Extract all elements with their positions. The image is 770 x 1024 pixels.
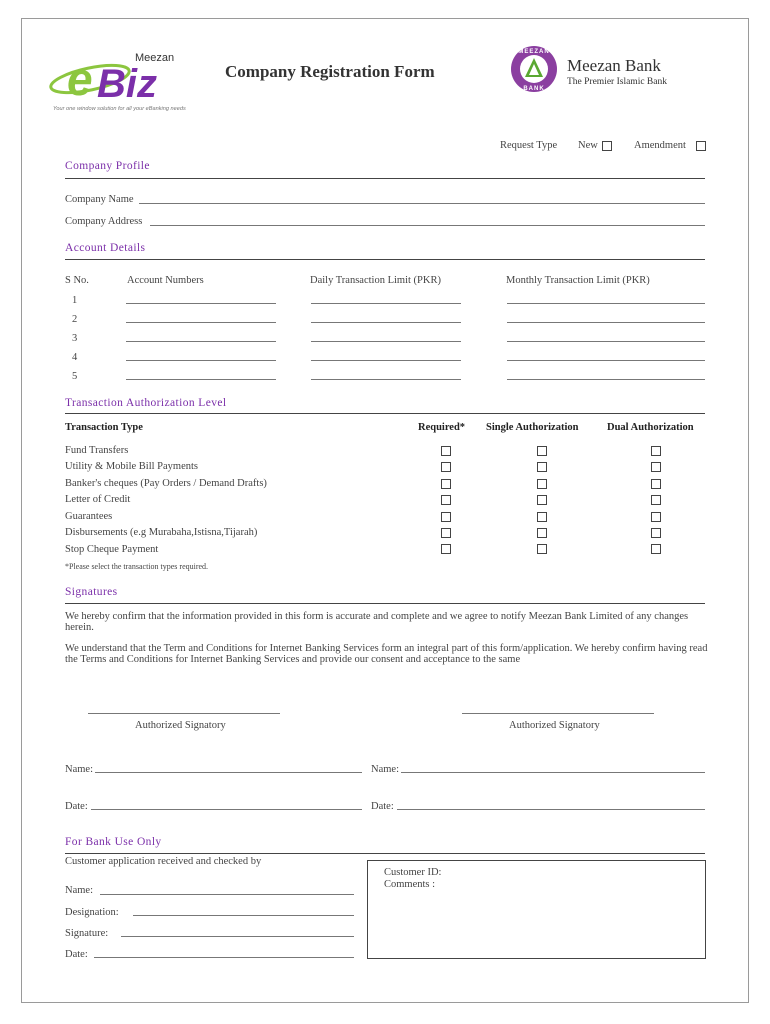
request-new-label: New [578,140,598,151]
bank-use-name-label: Name: [65,885,93,896]
signatory-2-date-label: Date: [371,801,394,812]
account-col-daily-limit: Daily Transaction Limit (PKR) [310,275,441,286]
required-checkbox[interactable] [441,495,451,505]
signatory-line-2[interactable] [462,713,654,714]
single-auth-checkbox[interactable] [537,446,547,456]
account-row-number: 3 [72,333,78,344]
section-rule [65,603,705,604]
required-checkbox[interactable] [441,462,451,472]
transaction-type-label: Disbursements (e.g Murabaha,Istisna,Tijarah) [65,527,258,538]
emblem-top-text: MEEZAN [518,49,550,55]
account-details-heading: Account Details [65,242,146,254]
bank-use-date-label: Date: [65,949,88,960]
transaction-type-label: Fund Transfers [65,445,129,456]
emblem-bottom-text: BANK [523,86,545,92]
required-checkbox[interactable] [441,512,451,522]
required-checkbox[interactable] [441,479,451,489]
account-number-field[interactable] [126,360,276,361]
signatory-2-date-field[interactable] [397,809,705,810]
transaction-type-label: Banker's cheques (Pay Orders / Demand Drafts) [65,478,267,489]
ebiz-tagline: Your one window solution for all your eBanking needs [53,106,186,112]
signatory-1-date-label: Date: [65,801,88,812]
required-checkbox[interactable] [441,446,451,456]
single-auth-checkbox[interactable] [537,495,547,505]
bank-tagline: The Premier Islamic Bank [567,77,667,87]
signatory-2-name-field[interactable] [401,772,705,773]
dual-auth-checkbox[interactable] [651,495,661,505]
request-type-label: Request Type [500,140,558,151]
daily-limit-field[interactable] [311,322,461,323]
form-title: Company Registration Form [225,62,435,81]
dual-auth-checkbox[interactable] [651,512,661,522]
required-checkbox[interactable] [441,528,451,538]
monthly-limit-field[interactable] [507,341,705,342]
bank-use-heading: For Bank Use Only [65,836,162,848]
svg-text:Biz: Biz [97,62,157,106]
signatory-1-date-field[interactable] [91,809,362,810]
company-address-field[interactable] [150,225,705,226]
transaction-type-label: Stop Cheque Payment [65,544,159,555]
ebiz-brand-text: Meezan [135,52,175,64]
account-number-field[interactable] [126,322,276,323]
section-rule [65,259,705,260]
section-rule [65,853,705,854]
required-checkbox[interactable] [441,544,451,554]
single-auth-checkbox[interactable] [537,462,547,472]
monthly-limit-field[interactable] [507,379,705,380]
bank-use-signature-field[interactable] [121,936,354,937]
signatory-2-name-label: Name: [371,764,399,775]
monthly-limit-field[interactable] [507,322,705,323]
dual-auth-checkbox[interactable] [651,544,661,554]
company-name-label: Company Name [65,194,134,205]
auth-col-required: Required* [418,422,466,433]
account-col-monthly-limit: Monthly Transaction Limit (PKR) [506,275,650,286]
daily-limit-field[interactable] [311,341,461,342]
dual-auth-checkbox[interactable] [651,528,661,538]
auth-col-dual: Dual Authorization [607,422,694,433]
request-amendment-label: Amendment [634,140,686,151]
dual-auth-checkbox[interactable] [651,462,661,472]
daily-limit-field[interactable] [311,360,461,361]
bank-use-designation-label: Designation: [65,907,119,918]
dual-auth-checkbox[interactable] [651,479,661,489]
signatory-line-1[interactable] [88,713,280,714]
account-number-field[interactable] [126,303,276,304]
account-number-field[interactable] [126,341,276,342]
transaction-type-label: Letter of Credit [65,494,131,505]
company-name-field[interactable] [139,203,705,204]
single-auth-checkbox[interactable] [537,528,547,538]
signatory-1-name-field[interactable] [95,772,362,773]
transaction-type-label: Utility & Mobile Bill Payments [65,461,199,472]
section-rule [65,413,705,414]
single-auth-checkbox[interactable] [537,512,547,522]
signatures-heading: Signatures [65,586,118,598]
account-col-sno: S No. [65,275,89,286]
single-auth-checkbox[interactable] [537,544,547,554]
bank-use-signature-label: Signature: [65,928,109,939]
account-col-numbers: Account Numbers [127,275,204,286]
bank-use-date-field[interactable] [94,957,354,958]
bank-use-designation-field[interactable] [133,915,354,916]
account-row-number: 4 [72,352,78,363]
bank-name: Meezan Bank [567,56,661,75]
monthly-limit-field[interactable] [507,303,705,304]
signatory-label-1: Authorized Signatory [135,720,226,731]
daily-limit-field[interactable] [311,303,461,304]
svg-text:e: e [67,53,93,105]
bank-use-name-field[interactable] [100,894,354,895]
signatures-consent-text: We understand that the Term and Conditions for Internet Banking Services form an integral part of this form/application. We hereby confirm having read the Terms and Conditions for Internet Banking Services and provide our consent and acceptance to the same [65,643,708,665]
request-new-checkbox[interactable] [602,141,612,151]
monthly-limit-field[interactable] [507,360,705,361]
authorization-footnote: *Please select the transaction types required. [65,562,209,571]
account-row-number: 2 [72,314,78,325]
company-address-label: Company Address [65,216,143,227]
signatures-confirmation-text: We hereby confirm that the information provided in this form is accurate and complete and we agree to notify Meezan Bank Limited of any changes herein. [65,611,689,633]
meezan-bank-emblem [509,44,559,94]
dual-auth-checkbox[interactable] [651,446,661,456]
bank-use-received-label: Customer application received and checked by [65,856,262,867]
account-row-number: 5 [72,371,78,382]
account-number-field[interactable] [126,379,276,380]
ebiz-logo [45,45,195,115]
daily-limit-field[interactable] [311,379,461,380]
transaction-type-label: Guarantees [65,511,113,522]
customer-id-label: Customer ID: [384,867,442,878]
company-profile-heading: Company Profile [65,160,150,172]
auth-col-single: Single Authorization [486,422,579,433]
request-amendment-checkbox[interactable] [696,141,706,151]
authorization-heading: Transaction Authorization Level [65,397,227,409]
account-row-number: 1 [72,295,78,306]
section-rule [65,178,705,179]
signatory-label-2: Authorized Signatory [509,720,600,731]
auth-col-transaction-type: Transaction Type [65,422,143,433]
signatory-1-name-label: Name: [65,764,93,775]
single-auth-checkbox[interactable] [537,479,547,489]
comments-label: Comments : [384,879,436,890]
